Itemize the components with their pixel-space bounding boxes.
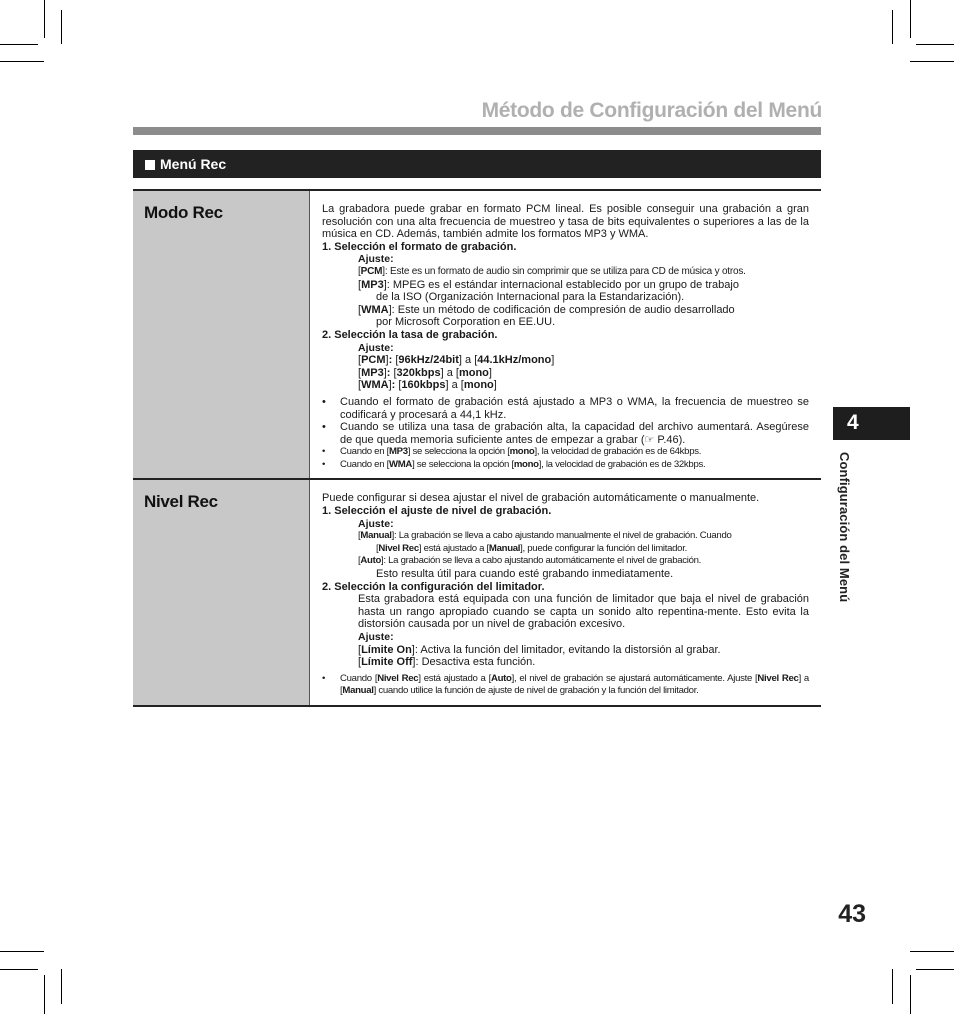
page-header-title: Método de Configuración del Menú [481, 99, 822, 122]
option-desc: : MPEG es el estándar internacional establecido por un grupo de trabajo [386, 278, 739, 291]
intro-text: La grabadora puede grabar en formato PCM lineal. Es posible conseguir una grabación a gran resolución con una alta frecuencia de muestreo y tasa de bits equivalentes o superiores a las de la música en CD. Además, también admite los formatos MP3 y WMA. [322, 203, 809, 241]
note-bullet: • Cuando en [MP3] se selecciona la opción [mono], la velocidad de grabación es de 64kbps. [322, 446, 809, 459]
step-heading: 1. Selección el ajuste de nivel de grabación. [322, 505, 552, 518]
step-heading: 2. Selección la configuración del limitador. [322, 580, 545, 593]
option-manual: [Manual]: La grabación se lleva a cabo ajustando manualmente el nivel de grabación. Cuando [358, 530, 732, 542]
rate-format: WMA [361, 379, 389, 392]
settings-table [133, 189, 821, 707]
row-label-nivel-rec: Nivel Rec [133, 480, 310, 705]
option-key: WMA [361, 303, 389, 316]
ajuste-label: Ajuste: [358, 517, 394, 530]
rate-value: mono [458, 366, 489, 379]
rate-mp3: [MP3]: [320kbps] a [mono] [358, 366, 492, 379]
crop-mark [44, 975, 45, 1014]
ajuste-label: Ajuste: [358, 631, 394, 643]
option-auto: [Auto]: La grabación se lleva a cabo ajustando automáticamente el nivel de grabación. [358, 555, 702, 567]
note-bullet: • Cuando se utiliza una tasa de grabación alta, la capacidad del archivo aumentará. Asegúrese de que queda memoria suficiente antes de empezar a grabar (☞ P.46). [322, 421, 809, 446]
rate-wma: [WMA]: [160kbps] a [mono] [358, 379, 497, 392]
rate-a: a [461, 354, 475, 367]
option-continuation: Esto resulta útil para cuando esté grabando inmediatamente. [376, 568, 674, 581]
rate-a: a [443, 366, 456, 379]
crop-mark [0, 951, 44, 952]
row-label-modo-rec: Modo Rec [133, 191, 310, 478]
header-rule [133, 127, 821, 135]
section-title: Menú Rec [160, 156, 227, 172]
rate-sep: : [388, 354, 396, 367]
crop-mark [910, 975, 911, 1014]
ajuste-label: Ajuste: [358, 341, 394, 354]
rate-value: 96kHz/24bit [398, 354, 459, 367]
crop-mark [44, 0, 45, 38]
step-heading: 1. Selección el formato de grabación. [322, 240, 517, 253]
option-limite-on: [Límite On]: Activa la función del limitador, evitando la distorsión al grabar. [358, 643, 721, 656]
crop-mark [892, 10, 893, 44]
crop-mark [910, 951, 954, 952]
chapter-tab [833, 407, 910, 440]
option-continuation: [Nivel Rec] está ajustado a [Manual], puede configurar la función del limitador. [376, 542, 687, 554]
option-continuation: de la ISO (Organización Internacional para la Estandarización). [376, 291, 685, 304]
ajuste-label: Ajuste: [358, 253, 394, 266]
rate-format: PCM [361, 354, 386, 367]
row-body-nivel-rec [310, 480, 821, 705]
side-label-text: Configuración del Menú [837, 452, 852, 603]
option-desc: : Este un método de codificación de compresión de audio desarrollado [391, 303, 735, 316]
page-number: 43 [838, 900, 866, 928]
crop-mark [916, 44, 954, 45]
crop-mark [0, 61, 44, 62]
option-key: MP3 [361, 278, 384, 291]
crop-mark [0, 969, 38, 970]
crop-mark [910, 0, 911, 38]
rate-sep: : [391, 379, 399, 392]
rate-sep: : [386, 366, 394, 379]
limiter-text: Esta grabadora está equipada con una función de limitador que baja el nivel de grabación hasta un rango apropiado cuando se capta un sonido alto repentina-mente. Esto evita la distorsión causada por un nivel de grabación excesivo. [358, 593, 809, 631]
crop-mark [910, 61, 954, 62]
option-continuation: por Microsoft Corporation en EE.UU. [376, 316, 556, 329]
option-mp3: [MP3]: MPEG es el estándar internacional establecido por un grupo de trabajo [358, 278, 739, 291]
rate-value: mono [463, 379, 494, 392]
intro-text: Puede configurar si desea ajustar el nivel de grabación automáticamente o manualmente. [322, 492, 760, 505]
rate-value: 320kbps [396, 366, 441, 379]
chapter-number: 4 [847, 411, 859, 434]
option-pcm: [PCM]: Este es un formato de audio sin comprimir que se utiliza para CD de música y otros. [358, 265, 746, 277]
note-bullet: • Cuando el formato de grabación está ajustado a MP3 o WMA, la frecuencia de muestreo se codificará y procesará a 44,1 kHz. [322, 396, 809, 421]
square-bullet-icon [145, 160, 155, 170]
rate-pcm: [PCM]: [96kHz/24bit] a [44.1kHz/mono] [358, 354, 555, 367]
row-nivel-rec [133, 478, 821, 707]
row-modo-rec [133, 189, 821, 478]
section-title-bar [133, 150, 821, 178]
crop-mark [892, 969, 893, 1004]
crop-mark [61, 10, 62, 44]
note-bullet: • Cuando en [WMA] se selecciona la opción [mono], la velocidad de grabación es de 32kbps. [322, 459, 809, 472]
rate-format: MP3 [361, 366, 384, 379]
crop-mark [916, 969, 954, 970]
option-desc: : Este es un formato de audio sin comprimir que se utiliza para CD de música y otros. [384, 265, 746, 277]
option-limite-off: [Límite Off]: Desactiva esta función. [358, 656, 536, 669]
rate-a: a [448, 379, 461, 392]
option-key: PCM [360, 265, 383, 277]
note-bullet: • Cuando [Nivel Rec] está ajustado a [Auto], el nivel de grabación se ajustará automáticamente. Ajuste [Nivel Rec] a [Manual] cuando utilice la función de ajuste de nivel de grabación y la función del limitador. [322, 673, 809, 698]
crop-mark [0, 44, 38, 45]
option-wma: [WMA]: Este un método de codificación de compresión de audio desarrollado [358, 303, 735, 316]
rate-value: 160kbps [401, 379, 446, 392]
row-body-modo-rec [310, 191, 821, 478]
step-heading: 2. Selección la tasa de grabación. [322, 328, 498, 341]
rate-value: 44.1kHz/mono [477, 354, 552, 367]
crop-mark [61, 969, 62, 1004]
